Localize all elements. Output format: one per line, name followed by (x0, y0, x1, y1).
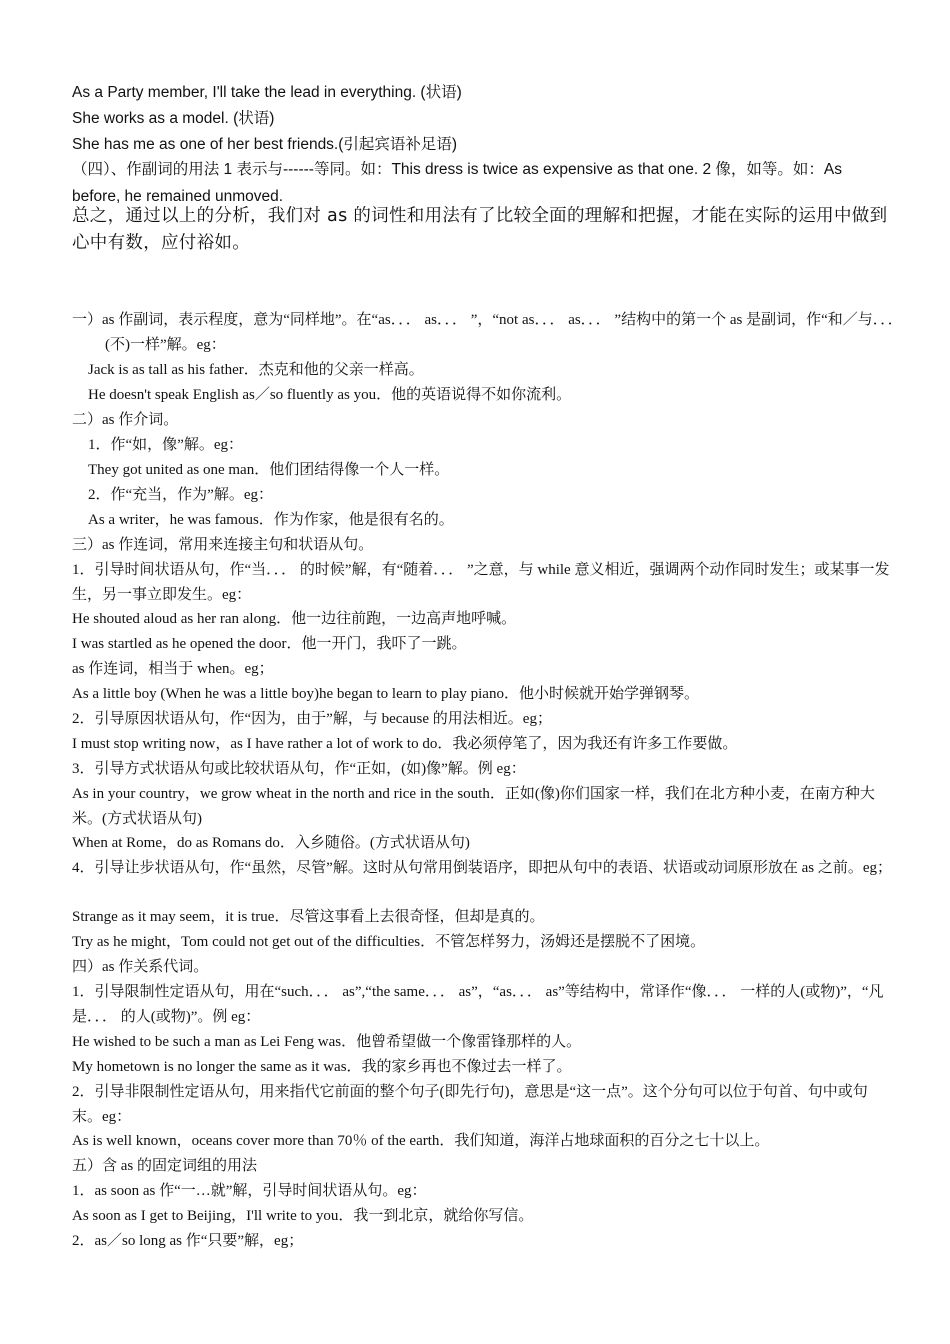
text-line: They got united as one man．他们团结得像一个人一样。 (88, 462, 450, 478)
text-line: 2．引导非限制性定语从句，用来指代它前面的整个句子(即先行句)，意思是“这一点”。这个分句可以位于句首、句中或句末。eg： (72, 1084, 868, 1125)
text-line: 1．引导限制性定语从句，用在“such．．． as”,“the same．．． as”，“as．．． as”等结构中，常译作“像．．． 一样的人(或物)”，“凡是．．． 的人(或物)”。例 eg： (72, 984, 884, 1025)
text-line: As a little boy (When he was a little boy)he began to learn to play piano．他小时候就开始学弹钢琴。 (72, 686, 699, 702)
text-line: As soon as I get to Beijing，I'll write to you．我一到北京，就给你写信。 (72, 1208, 534, 1224)
text-line: 1．引导时间状语从句，作“当．．． 的时候”解，有“随着．．． ”之意，与 while 意义相近，强调两个动作同时发生；或某事一发生，另一事立即发生。eg： (72, 562, 890, 603)
text-line: 四）as 作关系代词。 (72, 959, 209, 975)
text-line: 三）as 作连词，常用来连接主句和状语从句。 (72, 537, 374, 553)
text-line: When at Rome，do as Romans do．入乡随俗。(方式状语从句) (72, 835, 470, 851)
text-line: 2．as／so long as 作“只要”解，eg； (72, 1233, 304, 1249)
text-line: Jack is as tall as his father．杰克和他的父亲一样高。 (88, 362, 424, 378)
text-line: 2．引导原因状语从句，作“因为，由于”解，与 because 的用法相近。eg； (72, 711, 552, 727)
text-line: I was startled as he opened the door．他一开门，我吓了一跳。 (72, 636, 467, 652)
text-line: As in your country，we grow wheat in the north and rice in the south．正如(像)你们国家一样，我们在北方种小麦，在南方种大米。(方式状语从句) (72, 786, 875, 827)
text-line: He wished to be such a man as Lei Feng was．他曾希望做一个像雷锋那样的人。 (72, 1034, 582, 1050)
text-line: Try as he might，Tom could not get out of the difficulties．不管怎样努力，汤姆还是摆脱不了困境。 (72, 934, 706, 950)
text-line: 4．引导让步状语从句，作“虽然，尽管”解。这时从句常用倒装语序，即把从句中的表语、状语或动词原形放在 as 之前。eg； (72, 860, 892, 876)
text-line-adverbial-party-member: As a Party member, I'll take the lead in everything. (状语) (72, 84, 462, 101)
text-line: 1．as soon as 作“一…就”解，引导时间状语从句。eg： (72, 1183, 427, 1199)
text-line: as 作连词，相当于 when。eg； (72, 661, 274, 677)
text-line: As is well known，oceans cover more than 70％ of the earth．我们知道，海洋占地球面积的百分之七十以上。 (72, 1133, 770, 1149)
text-line: He doesn't speak English as／so fluently as you．他的英语说得不如你流利。 (88, 387, 572, 403)
text-line-best-friends: She has me as one of her best friends.(引起宾语补足语) (72, 136, 458, 153)
text-line-works-as-model: She works as a model. (状语) (72, 110, 275, 127)
text-line: My hometown is no longer the same as it was．我的家乡再也不像过去一样了。 (72, 1059, 572, 1075)
text-line: 五）含 as 的固定词组的用法 (72, 1158, 257, 1174)
text-line: As a writer，he was famous．作为作家，他是很有名的。 (88, 512, 454, 528)
text-line: 一）as 作副词，表示程度，意为“同样地”。在“as．．． as．．． ”，“not as．．． as．．． ”结构中的第一个 as 是副词，作“和／与．．． (不)一样”解。eg： (72, 312, 903, 353)
text-line: 二）as 作介词。 (72, 412, 179, 428)
text-line: I must stop writing now，as I have rather a lot of work to do．我必须停笔了，因为我还有许多工作要做。 (72, 736, 738, 752)
text-adverb-usage-paragraph: （四）、作副词的用法 1 表示与------等同。如：This dress is twice as expensive as that one. 2 像，如等。如：As before, he remained unmoved. (72, 161, 842, 205)
text-line: Strange as it may seem，it is true．尽管这事看上去很奇怪，但却是真的。 (72, 909, 545, 925)
text-line: He shouted aloud as her ran along．他一边往前跑，一边高声地呼喊。 (72, 611, 517, 627)
text-line: 3．引导方式状语从句或比较状语从句，作“正如，(如)像”解。例 eg： (72, 761, 526, 777)
summary-paragraph: 总之，通过以上的分析，我们对 as 的词性和用法有了比较全面的理解和把握，才能在实际的运用中做到心中有数，应付裕如。 (72, 206, 888, 253)
text-line: 2．作“充当，作为”解。eg： (88, 487, 273, 503)
text-line: 1．作“如，像”解。eg： (88, 437, 243, 453)
